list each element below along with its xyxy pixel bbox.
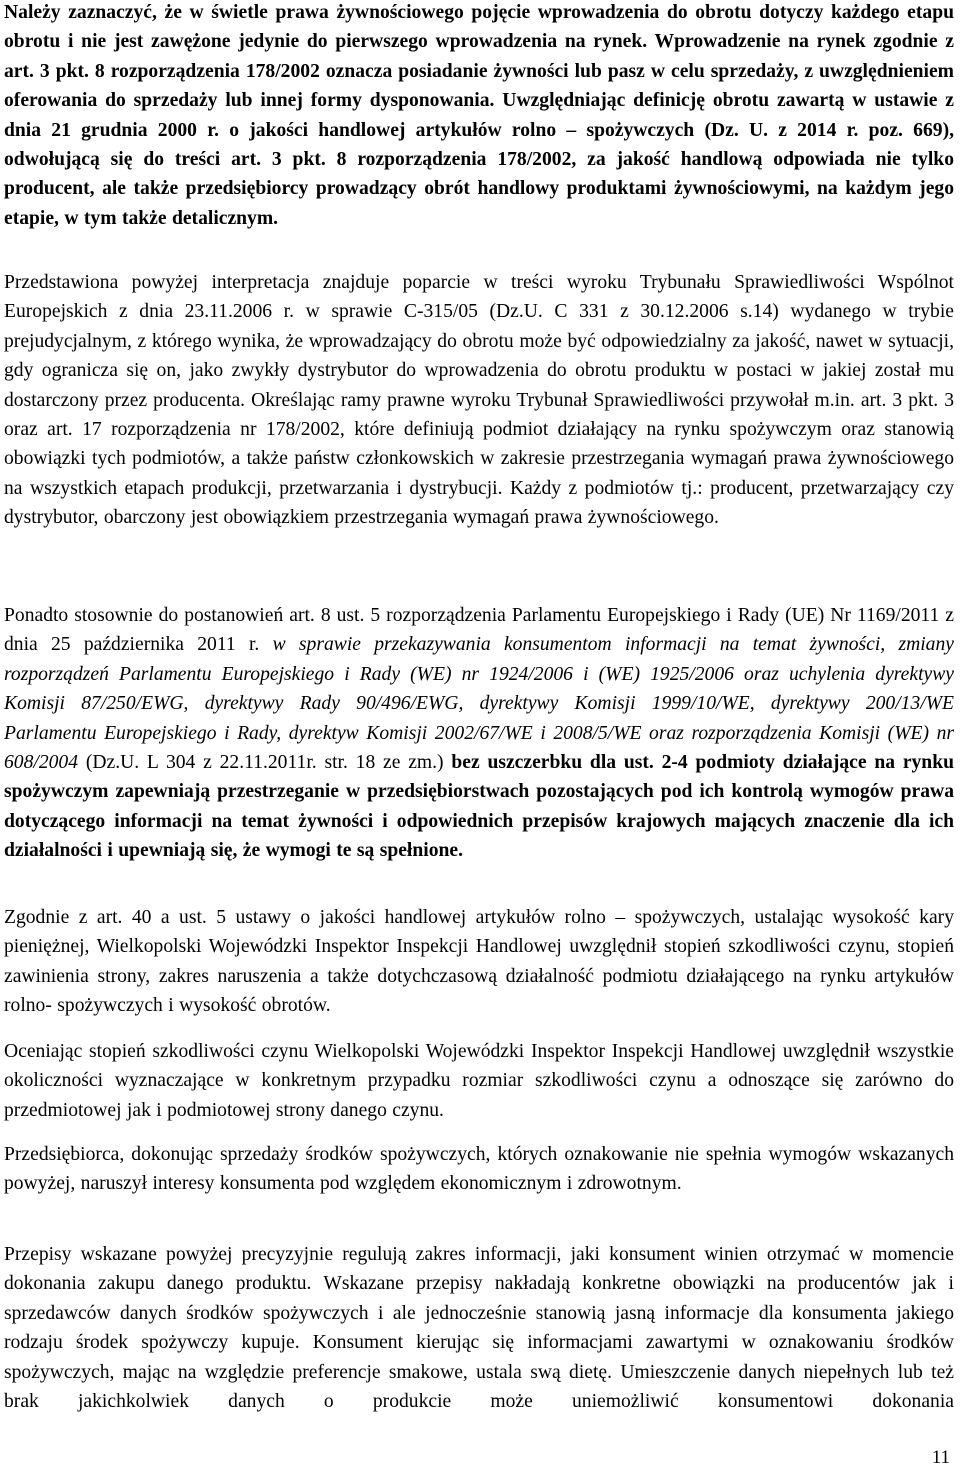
paragraph-5 [4, 1037, 954, 1125]
paragraph-6-text: Przedsiębiorca, dokonując sprzedaży środków spożywczych, których oznakowanie nie spełnia wymogów wskazanych powyżej, naruszył interesy konsumenta pod względem ekonomicznym i zdrowotnym. [4, 1144, 954, 1195]
paragraph-5-text: Oceniając stopień szkodliwości czynu Wielkopolski Wojewódzki Inspektor Inspekcji Handlowej uwzględnił wszystkie okoliczności wyznaczające w konkretnym przypadku rozmiar szkodliwości czynu a odnoszące się zarówno do przedmiotowej jak i podmiotowej strony danego czynu. [4, 1041, 954, 1121]
paragraph-1-text: Należy zaznaczyć, że w świetle prawa żywnościowego pojęcie wprowadzenia do obrotu dotyczy każdego etapu obrotu i nie jest zawężone jedynie do pierwszego wprowadzenia na rynek. Wprowadzenie na rynek zgodnie z art. 3 pkt. 8 rozporządzenia 178/2002 oznacza posiadanie żywności lub pasz w celu sprzedaży, z uwzględnieniem oferowania do sprzedaży lub innej formy dysponowania. Uwzględniając definicję obrotu zawartą w ustawie z dnia 21 grudnia 2000 r. o jakości handlowej artykułów rolno – spożywczych (Dz. U. z 2014 r. poz. 669), odwołującą się do treści art. 3 pkt. 8 rozporządzenia 178/2002, za jakość handlową odpowiada nie tylko producent, ale także przedsiębiorcy prowadzący obrót handlowy produktami żywnościowymi, na każdym jego etapie, w tym także detalicznym. [4, 2, 954, 229]
paragraph-2-text: Przedstawiona powyżej interpretacja znajduje poparcie w treści wyroku Trybunału Sprawiedliwości Wspólnot Europejskich z dnia 23.11.2006 r. w sprawie C-315/05 (Dz.U. C 331 z 30.12.2006 s.14) wydanego w trybie prejudycjalnym, z którego wynika, że wprowadzający do obrotu może być odpowiedzialny za jakość, nawet w sytuacji, gdy ogranicza się on, jako zwykły dystrybutor do wprowadzenia do obrotu produktu w postaci w jakiej został mu dostarczony przez producenta. Określając ramy prawne wyroku Trybunał Sprawiedliwości przywołał m.in. art. 3 pkt. 3 oraz art. 17 rozporządzenia nr 178/2002, które definiują podmiot działający na rynku spożywczym oraz stanowią obowiązki tych podmiotów, a także państw członkowskich w zakresie przestrzegania wymagań prawa żywnościowego na wszystkich etapach produkcji, przetwarzania i dystrybucji. Każdy z podmiotów tj.: producent, przetwarzający czy dystrybutor, obarczony jest obowiązkiem przestrzegania wymagań prawa żywnościowego. [4, 272, 954, 529]
paragraph-7-text: Przepisy wskazane powyżej precyzyjnie regulują zakres informacji, jaki konsument winien otrzymać w momencie dokonania zakupu danego produktu. Wskazane przepisy nakładają konkretne obowiązki na producentów jak i sprzedawców danych środków spożywczych i ale jednocześnie stanowią jasną informacje dla konsumenta jakiego rodzaju środek spożywczy kupuje. Konsument kierując się informacjami zawartymi w oznakowaniu środków spożywczych, mając na względzie preferencje smakowe, ustala swą dietę. Umieszczenie danych niepełnych lub też brak jakichkolwiek danych o produkcie może uniemożliwić konsumentowi dokonania [4, 1244, 954, 1413]
paragraph-1 [4, 0, 954, 233]
paragraph-3 [4, 601, 954, 866]
paragraph-2 [4, 268, 954, 533]
paragraph-7 [4, 1240, 954, 1416]
paragraph-4-text: Zgodnie z art. 40 a ust. 5 ustawy o jakości handlowej artykułów rolno – spożywczych, ustalając wysokość kary pieniężnej, Wielkopolski Wojewódzki Inspektor Inspekcji Handlowej uwzględnił stopień szkodliwości czynu, stopień zawinienia strony, zakres naruszenia a także dotychczasową działalność podmiotu działającego na rynku artykułów rolno- spożywczych i wysokość obrotów. [4, 907, 954, 1017]
paragraph-3-bold-obligation: bez uszczerbku dla ust. 2-4 podmioty działające na rynku spożywczym zapewniają przestrzeganie w przedsiębiorstwach pozostających pod ich kontrolą wymogów prawa dotyczącego informacji na temat żywności i odpowiednich przepisów krajowych mających znaczenie dla ich działalności i upewniają się, że wymogi te są spełnione. [4, 752, 954, 862]
paragraph-6 [4, 1140, 954, 1199]
page-number: 11 [931, 1447, 950, 1468]
regulation-title-italic: w sprawie przekazywania konsumentom informacji na temat żywności, zmiany rozporządzeń Parlamentu Europejskiego i Rady (WE) nr 1924/2006 i (WE) 1925/2006 oraz uchylenia dyrektywy Komisji 87/250/EWG, dyrektywy Rady 90/496/EWG, dyrektywy Komisji 1999/10/WE, dyrektywy 200/13/WE Parlamentu Europejskiego i Rady, dyrektyw Komisji 2002/67/WE i 2008/5/WE oraz rozporządzenia Komisji (WE) nr 608/2004 [4, 634, 954, 774]
journal-reference: (Dz.U. L 304 z 22.11.2011r. str. 18 ze zm.) [78, 752, 452, 774]
paragraph-4 [4, 903, 954, 1021]
paragraph-3-intro: Ponadto stosownie do postanowień art. 8 ust. 5 rozporządzenia Parlamentu Europejskiego i Rady (UE) Nr 1169/2011 z dnia 25 października 2011 r. [4, 605, 954, 656]
